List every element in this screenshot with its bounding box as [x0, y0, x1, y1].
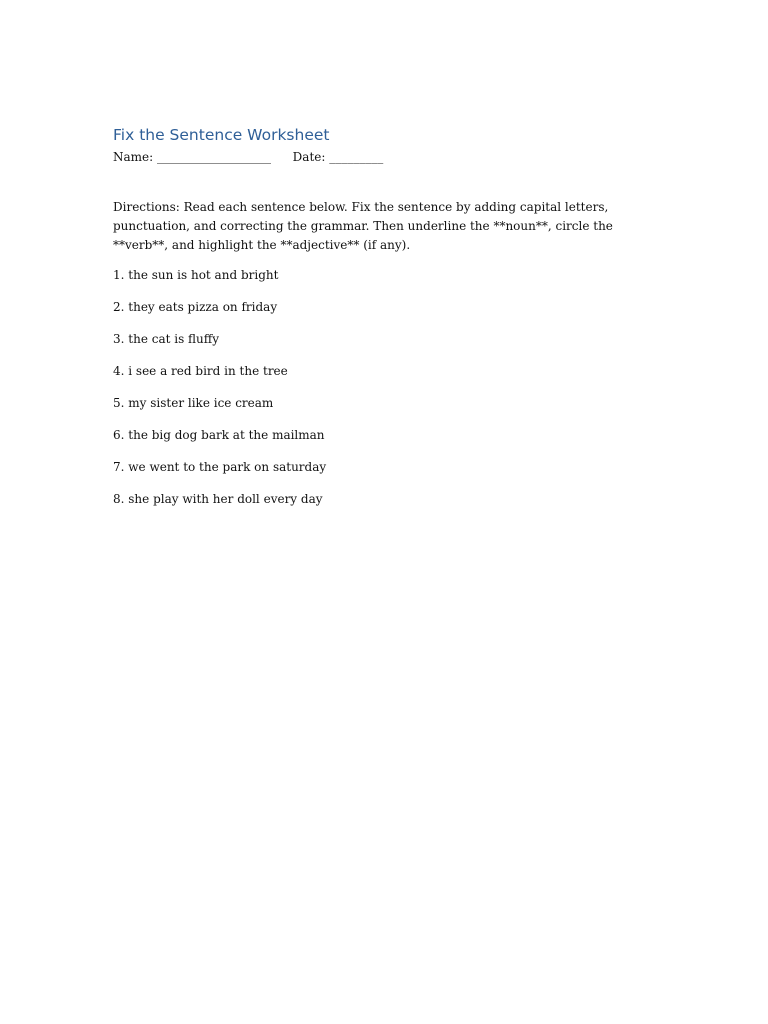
- date-label: Date:: [292, 150, 326, 164]
- sentence-item: 1. the sun is hot and bright: [113, 268, 279, 282]
- worksheet-body: [113, 124, 658, 523]
- worksheet-title: Fix the Sentence Worksheet: [113, 126, 330, 144]
- sentence-list: [113, 267, 658, 507]
- sentence-item: 5. my sister like ice cream: [113, 396, 274, 410]
- sentence-item: 2. they eats pizza on friday: [113, 300, 278, 314]
- sentence-item: 4. i see a red bird in the tree: [113, 364, 288, 378]
- name-blank: ___________________: [157, 150, 272, 164]
- sentence-item: 6. the big dog bark at the mailman: [113, 428, 325, 442]
- name-label: Name:: [113, 150, 154, 164]
- sentence-item: 8. she play with her doll every day: [113, 492, 323, 506]
- date-blank: _________: [329, 150, 384, 164]
- sentence-item: 3. the cat is fluffy: [113, 332, 220, 346]
- name-date-line: [113, 148, 658, 166]
- directions-text: Directions: Read each sentence below. Fix the sentence by adding capital letters, punctuation, and correcting the grammar. Then underline the **noun**, circle the **verb**, and highlight the **adjective** (if any).: [113, 200, 613, 252]
- sentence-item: 7. we went to the park on saturday: [113, 460, 327, 474]
